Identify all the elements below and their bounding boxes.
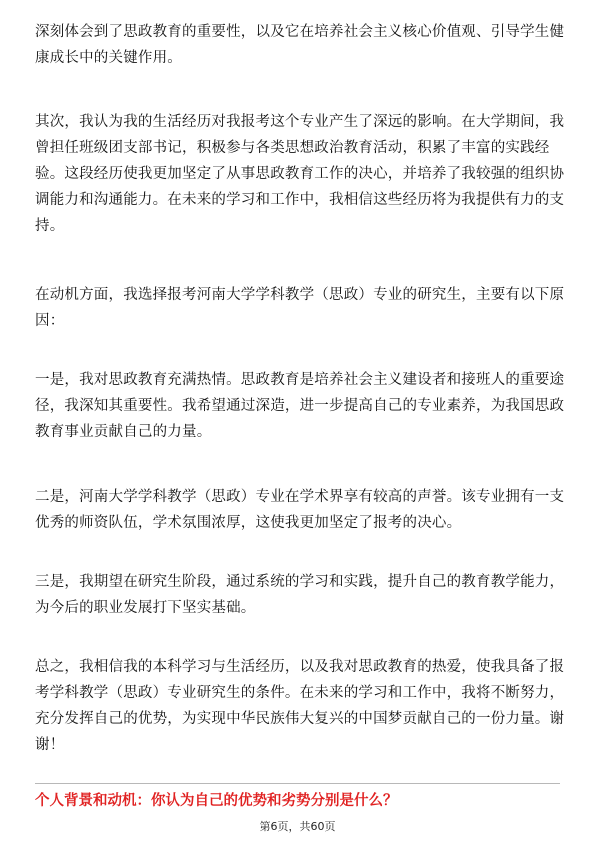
text-line: 康成长中的关键作用。: [35, 50, 182, 66]
paragraph-reason-three: [35, 569, 565, 621]
text-line: 总之，我相信我的本科学习与生活经历，以及我对思政教育的热爱，使我具备了报: [35, 659, 565, 675]
text-line: 充分发挥自己的优势，为实现中华民族伟大复兴的中国梦贡献自己的一份力量。谢: [35, 711, 565, 727]
paragraph-experience: [35, 109, 565, 239]
text-line: 持。: [35, 218, 65, 234]
text-line: 曾担任班级团支部书记，积极参与各类思想政治教育活动，积累了丰富的实践经: [35, 140, 550, 156]
question-heading: 个人背景和动机：你认为自己的优势和劣势分别是什么？: [35, 793, 398, 809]
text-line: 其次，我认为我的生活经历对我报考这个专业产生了深远的影响。在大学期间，我: [35, 114, 565, 130]
text-line: 教育事业贡献自己的力量。: [35, 424, 212, 440]
text-line: 为今后的职业发展打下坚实基础。: [35, 600, 256, 616]
text-line: 三是，我期望在研究生阶段，通过系统的学习和实践，提升自己的教育教学能力，: [35, 574, 565, 590]
paragraph-intro: [35, 19, 565, 71]
text-line: 因：: [35, 313, 65, 329]
paragraph-conclusion: [35, 654, 565, 758]
text-line: 二是，河南大学学科教学（思政）专业在学术界享有较高的声誉。该专业拥有一支: [35, 489, 565, 505]
text-line: 一是，我对思政教育充满热情。思政教育是培养社会主义建设者和接班人的重要途: [35, 372, 565, 388]
paragraph-reason-one: [35, 367, 565, 445]
text-line: 径，我深知其重要性。我希望通过深造，进一步提高自己的专业素养，为我国思政: [35, 398, 565, 414]
page-number-footer: 第6页，共60页: [259, 820, 336, 833]
paragraph-reason-two: [35, 484, 565, 536]
text-line: 考学科教学（思政）专业研究生的条件。在未来的学习和工作中，我将不断努力，: [35, 685, 565, 701]
text-line: 调能力和沟通能力。在未来的学习和工作中，我相信这些经历将为我提供有力的支: [35, 192, 565, 208]
text-line: 优秀的师资队伍，学术氛围浓厚，这使我更加坚定了报考的决心。: [35, 515, 462, 531]
text-line: 验。这段经历使我更加坚定了从事思政教育工作的决心，并培养了我较强的组织协: [35, 166, 565, 182]
text-line: 在动机方面，我选择报考河南大学学科教学（思政）专业的研究生，主要有以下原: [35, 287, 565, 303]
paragraph-motivation: [35, 282, 565, 334]
text-line: 深刻体会到了思政教育的重要性，以及它在培养社会主义核心价值观、引导学生健: [35, 24, 565, 40]
section-divider: [35, 783, 560, 784]
text-line: 谢！: [35, 737, 65, 753]
